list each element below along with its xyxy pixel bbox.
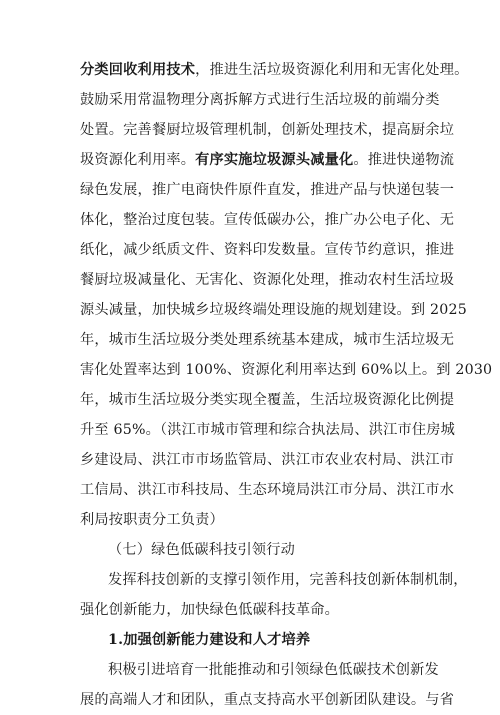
text-line (80, 385, 500, 415)
text-segment: 源头减量，加快城乡垃圾终端处理设施的规划建设。到 2025 (80, 302, 467, 318)
text-line (80, 295, 500, 325)
text-line (80, 145, 500, 175)
text-segment: ，推进生活垃圾资源化利用和无害化处理。 (195, 62, 469, 78)
text-line (80, 235, 500, 265)
text-line (80, 325, 500, 355)
text-segment: 强化创新能力，加快绿色低碳科技革命。 (80, 602, 339, 618)
text-segment: 年，城市生活垃圾分类处理系统基本建成，城市生活垃圾无 (80, 332, 455, 348)
text-line (80, 595, 500, 625)
text-segment: 积极引进培育一批能推动和引领绿色低碳技术创新发 (108, 662, 439, 678)
text-line (80, 355, 500, 385)
text-line (80, 685, 500, 715)
text-line (108, 565, 500, 595)
text-line (80, 505, 500, 535)
text-line (80, 85, 500, 115)
text-segment: 害化处置率达到 100%、资源化利用率达到 60%以上。到 2030 (80, 362, 493, 378)
text-segment: 绿色发展，推广电商快件原件直发，推进产品与快递包装一 (80, 182, 455, 198)
text-segment: 升至 65%。（洪江市城市管理和综合执法局、洪江市住房城 (80, 422, 456, 438)
text-segment: 发挥科技创新的支撑引领作用，完善科技创新体制机制， (108, 572, 468, 588)
text-line (80, 55, 500, 85)
section-heading (108, 535, 500, 565)
text-segment: 。推进快递物流 (353, 152, 455, 168)
text-segment: 处置。完善餐厨垃圾管理机制，创新处理技术，提高厨余垃 (80, 122, 455, 138)
text-segment: 展的高端人才和团队，重点支持高水平创新团队建设。与省 (80, 692, 455, 708)
text-line (108, 655, 500, 685)
text-segment: 圾资源化利用率。 (80, 152, 196, 168)
text-segment: 利局按职责分工负责） (80, 512, 224, 528)
text-line (80, 175, 500, 205)
text-line (80, 115, 500, 145)
text-segment: 工信局、洪江市科技局、生态环境局洪江市分局、洪江市水 (80, 482, 455, 498)
subsection-heading (108, 625, 500, 655)
text-segment: 餐厨垃圾减量化、无害化、资源化处理，推动农村生活垃圾 (80, 272, 455, 288)
text-segment-bold: 有序实施垃圾源头减量化 (195, 152, 354, 168)
text-line (80, 205, 500, 235)
text-segment: 纸化，减少纸质文件、资料印发数量。宣传节约意识，推进 (80, 242, 455, 258)
section-heading-text: （七）绿色低碳科技引领行动 (108, 542, 296, 558)
text-segment: 年，城市生活垃圾分类实现全覆盖，生活垃圾资源化比例提 (80, 392, 455, 408)
text-line (80, 445, 500, 475)
text-line (80, 265, 500, 295)
text-segment: 乡建设局、洪江市市场监管局、洪江市农业农村局、洪江市 (80, 452, 455, 468)
subsection-heading-text: 1.加强创新能力建设和人才培养 (108, 632, 311, 648)
text-line (80, 415, 500, 445)
text-line (80, 475, 500, 505)
text-segment: 鼓励采用常温物理分离拆解方式进行生活垃圾的前端分类 (80, 92, 440, 108)
text-segment: 体化，整治过度包装。宣传低碳办公，推广办公电子化、无 (80, 212, 455, 228)
text-segment-bold: 分类回收利用技术 (80, 62, 196, 78)
